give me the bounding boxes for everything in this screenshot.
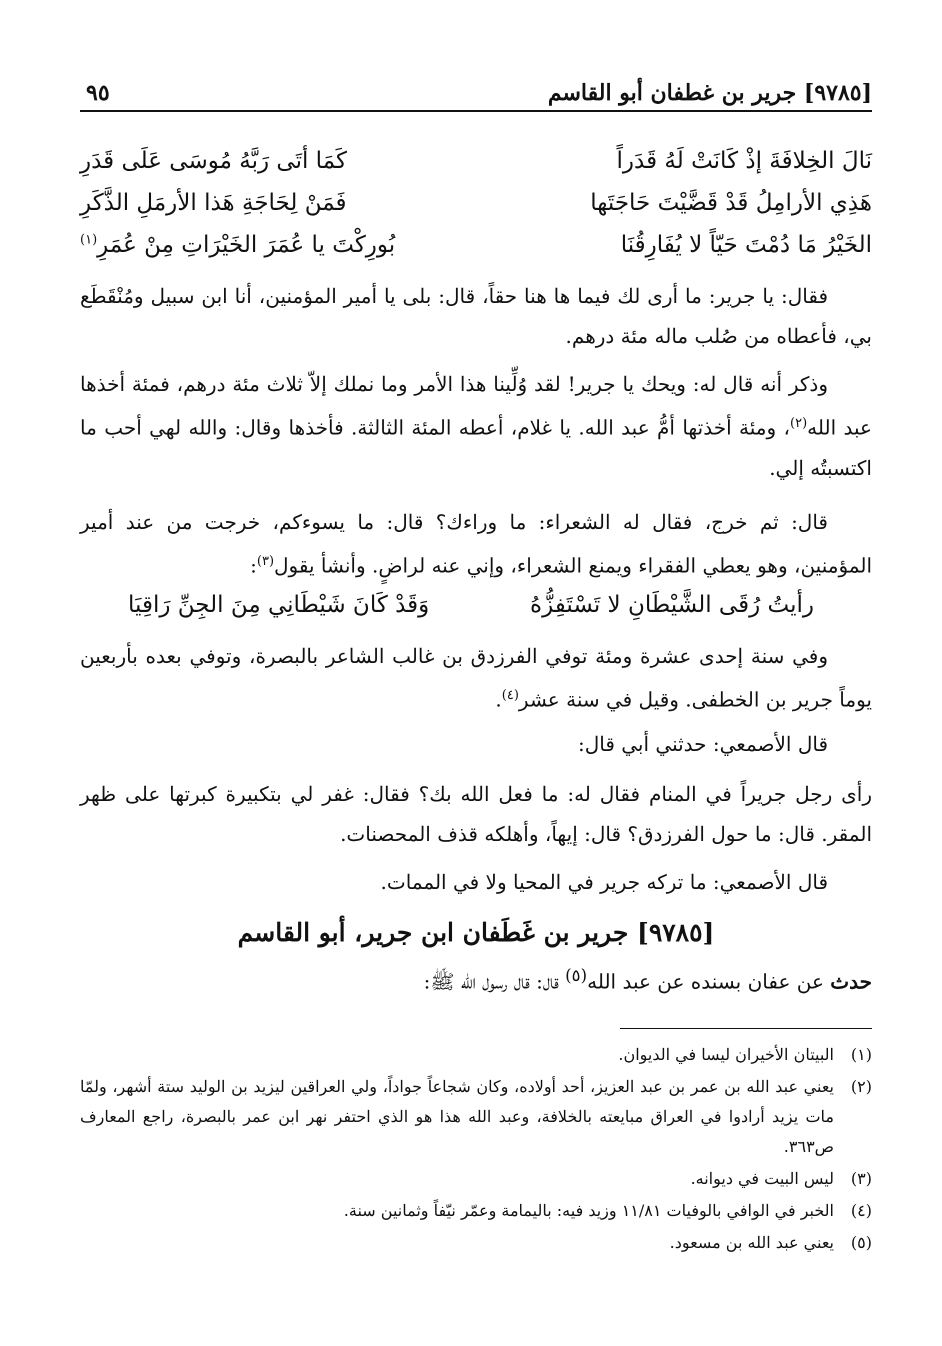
paragraph: قال الأصمعي: حدثني أبي قال:	[577, 732, 828, 756]
verse-hemistich-second: كَمَا أتَى رَبَّهُ مُوسَى عَلَى قَدَرِ	[80, 148, 347, 174]
paragraph: فقال: يا جرير: ما أرى لك فيما ها هنا حقاً، قال: بلى يا أمير المؤمنين، أنا ابن سبيل ومُنْقَطَع بي، فأعطاه من صُلب ماله مئة درهم.	[80, 284, 872, 348]
verse-line	[0, 148, 942, 188]
footnote	[80, 1040, 872, 1070]
page-number: ٩٥	[86, 80, 110, 106]
footnote	[80, 1196, 872, 1226]
footnote-ref: (١)	[80, 232, 98, 248]
footnote	[80, 1072, 872, 1162]
paragraph: رأى رجل جريراً في المنام فقال له: ما فعل الله بك؟ فقال: غفر لي بتكبيرة كبرتها على ظهر المقر. قال: ما حول الفرزدق؟ قال: إيهاً، وأهلكه قذف المحصنات.	[80, 782, 872, 846]
hadith-line	[424, 966, 872, 999]
footnote-ref: (٤)	[501, 688, 519, 703]
paragraph-text: وذكر أنه قال له: ويحك يا جرير! لقد وُلِّينا هذا الأمر وما نملك إلاّ ثلاث مئة درهم، فمئة أخذها عبد الله	[80, 372, 872, 440]
verse-text: بُورِكْتَ يا عُمَرَ الخَيْرَاتِ مِنْ عُمَرِ	[97, 232, 396, 258]
verse-hemistich-second: فَمَنْ لِحَاجَةِ هَذا الأرمَلِ الذَّكَرِ	[80, 190, 347, 216]
verse-line	[0, 592, 942, 632]
footnote	[80, 1164, 872, 1194]
footnote-number: ( ٣ )	[851, 1164, 872, 1194]
footnote	[80, 1228, 872, 1258]
entry-heading: [٩٧٨٥] جرير بن غَطَفان ابن جرير، أبو القاسم	[237, 918, 715, 947]
footnote-text: ليس البيت في ديوانه.	[690, 1169, 834, 1188]
verse-hemistich-first: نَالَ الخِلافَةَ إذْ كَانَتْ لَهُ قَدَراً	[616, 148, 872, 174]
footnote-ref: (٥)	[565, 966, 588, 985]
footnote-number: ( ٤ )	[851, 1196, 872, 1226]
hadith-text: قال: قال رسول الله ﷺ:	[423, 969, 566, 994]
footnote-text: الخبر في الوافي بالوفيات ١١/٨١ وزيد فيه: باليمامة وعمّر نيّفاً وثمانين سنة.	[343, 1201, 834, 1220]
footnote-number: ( ١ )	[851, 1040, 872, 1070]
header-rule	[80, 110, 872, 112]
footnote-ref: (٢)	[790, 416, 808, 431]
verse-hemistich-first: الخَيْرُ مَا دُمْتَ حَيّاً لا يُفَارِقُنَا	[620, 232, 872, 258]
footnotes	[80, 1040, 872, 1260]
paragraph-text: وفي سنة إحدى عشرة ومئة توفي الفرزدق بن غالب الشاعر بالبصرة، وتوفي بعده بأربعين يوماً جرير بن الخطفى. وقيل في سنة عشر	[80, 644, 872, 712]
footnote-text: يعني عبد الله بن مسعود.	[669, 1233, 834, 1252]
footnote-number: ( ٥ )	[851, 1228, 872, 1258]
footnote-text: البيتان الأخيران ليسا في الديوان.	[618, 1045, 834, 1064]
footnote-text: يعني عبد الله بن عمر بن عبد العزيز، أحد أولاده، وكان شجاعاً جواداً، ولي العراقين ليزيد بن الوليد ستة أشهر، ولمّا مات يزيد أرادوا في العراق مبايعته بالخلافة، وعبد الله هذا هو الذي احتفر نهر ابن عمر بالبصرة، راجع المعارف ص٣٦٣.	[80, 1077, 835, 1156]
verse-hemistich-first: رأيتُ رُقَى الشَّيْطَانِ لا تَسْتَفِزُّهُ	[530, 592, 814, 618]
paragraph-text: .	[495, 687, 502, 712]
footnote-number: ( ٢ )	[851, 1072, 872, 1102]
paragraph-text: ، ومئة أخذتها أمُّ عبد الله. يا غلام، أعطه المئة الثالثة. فأخذها وقال: والله لهي أحب ما اكتسبتُه إلي.	[80, 415, 872, 480]
paragraph	[80, 636, 872, 720]
paragraph: قال الأصمعي: ما تركه جرير في المحيا ولا في الممات.	[380, 870, 828, 894]
header-title: [٩٧٨٥] جرير بن غطفان أبو القاسم	[547, 80, 872, 106]
verse-hemistich-first: هَذِي الأرامِلُ قَدْ قَضَّيْتَ حَاجَتَها	[590, 190, 872, 216]
paragraph	[80, 364, 872, 488]
verse-hemistich-second	[80, 232, 395, 258]
paragraph	[80, 502, 872, 586]
paragraph-text: :	[250, 553, 257, 578]
verse-line	[0, 190, 942, 230]
footnote-ref: (٣)	[256, 554, 275, 569]
verse-hemistich-second: وَقَدْ كَانَ شَيْطَانِي مِنَ الجِنِّ رَاقِيَا	[128, 592, 430, 618]
hadith-lead: حدث	[830, 969, 872, 994]
hadith-text: عن عفان بسنده عن عبد الله	[587, 969, 831, 994]
running-header	[80, 78, 872, 112]
verse-line	[0, 232, 942, 272]
footnote-rule	[620, 1028, 872, 1029]
paragraph-text: قال: ثم خرج، فقال له الشعراء: ما وراءك؟ قال: ما يسوءكم، خرجت من عند أمير المؤمنين، وهو يعطي الفقراء ويمنع الشعراء، وإني عنه لراضٍ. وأنشأ يقول	[80, 510, 872, 578]
